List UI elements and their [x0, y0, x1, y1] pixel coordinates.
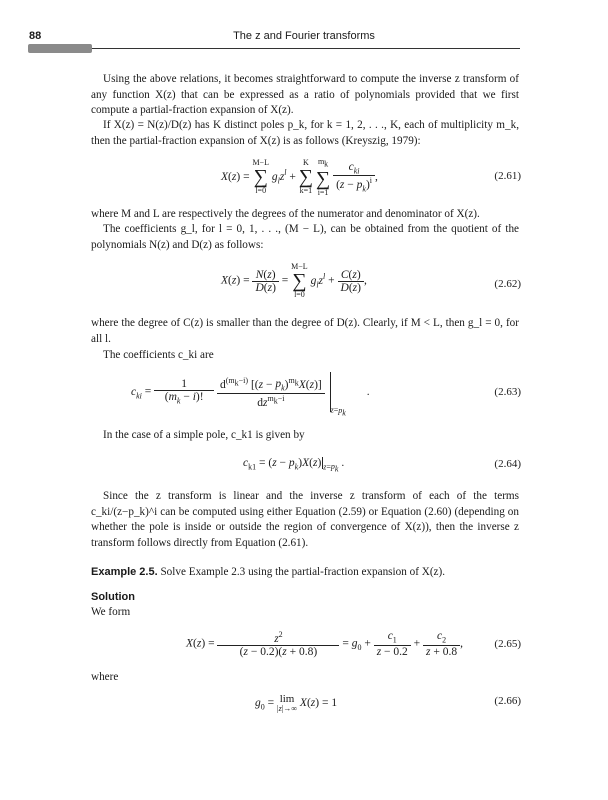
- paragraph-7: In the case of a simple pole, c_k1 is given by: [103, 429, 305, 441]
- header-tab-bar: [28, 44, 92, 53]
- example-label: Example 2.5.: [91, 566, 158, 578]
- paragraph-5: where the degree of C(z) is smaller than the degree of D(z). Clearly, if M < L, then g_l = 0, for all l.: [91, 317, 519, 345]
- paragraph-2: If X(z) = N(z)/D(z) has K distinct poles p_k, for k = 1, 2, . . ., K, each of multiplicity m_k, then the partial-fraction expansion of X(z) is as follows (Kreyszig, 1979):: [91, 119, 519, 147]
- paragraph-4: The coefficients g_l, for l = 0, 1, . . ., (M − L), can be obtained from the quotient of the polynomials N(z) and D(z) as follows:: [91, 223, 519, 251]
- equation-number: (2.61): [494, 170, 521, 182]
- where-text: where: [91, 671, 119, 683]
- equation-number: (2.63): [494, 386, 521, 398]
- example-heading: [91, 565, 519, 581]
- equation-number: (2.62): [494, 278, 521, 290]
- equation-number: (2.65): [494, 638, 521, 650]
- equation-number: (2.64): [494, 458, 521, 470]
- paragraph-6: The coefficients c_ki are: [103, 349, 214, 361]
- example-text: Solve Example 2.3 using the partial-fraction expansion of X(z).: [160, 566, 446, 578]
- running-title: The z and Fourier transforms: [233, 30, 375, 42]
- solution-label: Solution: [91, 591, 135, 603]
- header-rule: [92, 48, 520, 49]
- paragraph-8: Since the z transform is linear and the inverse z transform of each of the terms c_ki/(z−p_k)^i can be computed using either Equation (2.59) or Equation (2.60) (depending on whether the pole is inside or outside the region of convergence of X(z)), then the inverse z transform follows directly from Equation (2.61).: [91, 490, 519, 549]
- equation-number: (2.66): [494, 695, 521, 707]
- page-number: 88: [29, 30, 42, 42]
- we-form-text: We form: [91, 606, 131, 618]
- paragraph-1: Using the above relations, it becomes straightforward to compute the inverse z transform of any function X(z) that can be expressed as a ratio of polynomials provided that we first compute a partial-fraction expansion of X(z).: [91, 73, 519, 116]
- paragraph-3: where M and L are respectively the degrees of the numerator and denominator of X(z).: [91, 208, 480, 220]
